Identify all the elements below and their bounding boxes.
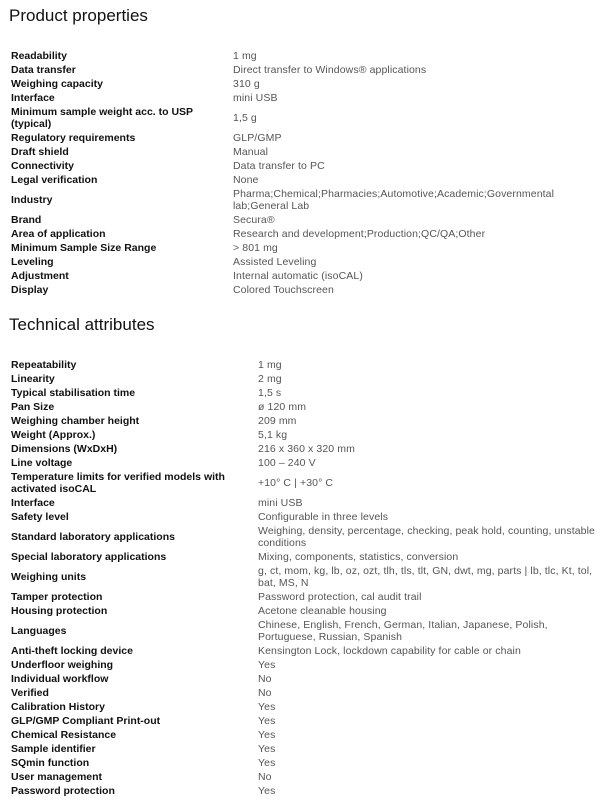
property-label: Underfloor weighing	[11, 659, 114, 671]
property-value: 1 mg	[233, 50, 257, 62]
property-row	[11, 131, 601, 145]
property-label: Temperature limits for verified models with activated isoCAL	[11, 471, 225, 495]
property-label: Display	[11, 284, 49, 296]
property-row	[11, 728, 601, 742]
property-label: Leveling	[11, 256, 54, 268]
property-label: Tamper protection	[11, 591, 103, 603]
property-row	[11, 105, 601, 131]
property-label: Special laboratory applications	[11, 551, 167, 563]
property-value: 5,1 kg	[258, 429, 288, 441]
property-value: Kensington Lock, lockdown capability for cable or chain	[258, 645, 521, 657]
property-value: 1,5 s	[258, 387, 282, 399]
property-value: Colored Touchscreen	[233, 284, 334, 296]
property-value: Chinese, English, French, German, Italian, Japanese, Polish, Portuguese, Russian, Spanish	[258, 619, 548, 643]
property-value: Acetone cleanable housing	[258, 605, 387, 617]
property-value: Direct transfer to Windows® applications	[233, 64, 427, 76]
property-row	[11, 644, 601, 658]
property-value: Internal automatic (isoCAL)	[233, 270, 363, 282]
property-label: Repeatability	[11, 359, 77, 371]
property-value: Data transfer to PC	[233, 160, 325, 172]
property-row	[11, 358, 601, 372]
property-row	[11, 386, 601, 400]
product-properties-heading: Product properties	[9, 6, 148, 25]
property-label: Housing protection	[11, 605, 108, 617]
property-row	[11, 145, 601, 159]
property-row	[11, 510, 601, 524]
property-row	[11, 187, 601, 213]
property-label: Standard laboratory applications	[11, 531, 175, 543]
property-value: 100 – 240 V	[258, 457, 316, 469]
property-label: Pan Size	[11, 401, 55, 413]
property-value: Mixing, components, statistics, conversion	[258, 551, 459, 563]
property-row	[11, 672, 601, 686]
technical-attributes-list	[0, 358, 601, 798]
property-row	[11, 618, 601, 644]
property-value: Weighing, density, percentage, checking, peak hold, counting, unstable conditions	[258, 525, 595, 549]
property-label: Individual workflow	[11, 673, 109, 685]
property-label: Connectivity	[11, 160, 75, 172]
property-value: Password protection, cal audit trail	[258, 591, 422, 603]
property-value: g, ct, mom, kg, lb, oz, ozt, tlh, tls, tlt, GN, dwt, mg, parts | lb, tlc, Kt, tol, bat, MS, N	[258, 565, 593, 589]
property-row	[11, 564, 601, 590]
property-value: Yes	[258, 729, 276, 741]
property-row	[11, 283, 601, 297]
property-row	[11, 550, 601, 564]
property-value: Yes	[258, 743, 276, 755]
property-row	[11, 414, 601, 428]
property-row	[11, 241, 601, 255]
property-value: Configurable in three levels	[258, 511, 389, 523]
property-label: Weighing units	[11, 571, 87, 583]
property-row	[11, 658, 601, 672]
property-value: GLP/GMP	[233, 132, 282, 144]
property-row	[11, 784, 601, 798]
technical-attributes-heading: Technical attributes	[9, 315, 155, 334]
property-label: Minimum Sample Size Range	[11, 242, 157, 254]
property-label: Password protection	[11, 785, 115, 797]
property-value: Assisted Leveling	[233, 256, 317, 268]
property-label: Weighing capacity	[11, 78, 103, 90]
property-row	[11, 173, 601, 187]
property-value: Yes	[258, 701, 276, 713]
property-value: No	[258, 771, 272, 783]
property-label: Chemical Resistance	[11, 729, 117, 741]
property-value: 1,5 g	[233, 112, 257, 124]
property-row	[11, 159, 601, 173]
property-value: 310 g	[233, 78, 260, 90]
property-value: Research and development;Production;QC/QA;Other	[233, 228, 486, 240]
property-label: Calibration History	[11, 701, 105, 713]
property-value: 2 mg	[258, 373, 282, 385]
property-label: Anti-theft locking device	[11, 645, 133, 657]
property-label: Industry	[11, 194, 53, 206]
property-label: Area of application	[11, 228, 106, 240]
property-row	[11, 496, 601, 510]
property-label: Dimensions (WxDxH)	[11, 443, 118, 455]
property-row	[11, 77, 601, 91]
property-label: SQmin function	[11, 757, 90, 769]
property-row	[11, 255, 601, 269]
property-value: mini USB	[233, 92, 278, 104]
property-row	[11, 372, 601, 386]
property-label: Legal verification	[11, 174, 98, 186]
property-row	[11, 700, 601, 714]
property-value: 216 x 360 x 320 mm	[258, 443, 355, 455]
property-value: mini USB	[258, 497, 303, 509]
property-label: Verified	[11, 687, 49, 699]
property-label: Readability	[11, 50, 68, 62]
property-value: Pharma;Chemical;Pharmacies;Automotive;Academic;Governmental lab;General Lab	[233, 188, 555, 212]
property-value: Yes	[258, 785, 276, 797]
property-row	[11, 63, 601, 77]
property-row	[11, 756, 601, 770]
property-label: Linearity	[11, 373, 55, 385]
property-value: Yes	[258, 659, 276, 671]
property-label: Minimum sample weight acc. to USP (typical)	[11, 106, 193, 130]
property-label: Sample identifier	[11, 743, 96, 755]
property-value: Manual	[233, 146, 269, 158]
property-value: None	[233, 174, 259, 186]
property-row	[11, 714, 601, 728]
property-label: Line voltage	[11, 457, 73, 469]
property-value: 1 mg	[258, 359, 282, 371]
property-row	[11, 49, 601, 63]
property-row	[11, 400, 601, 414]
property-label: Adjustment	[11, 270, 69, 282]
property-row	[11, 742, 601, 756]
technical-attributes-table	[11, 358, 601, 798]
property-row	[11, 686, 601, 700]
property-row	[11, 213, 601, 227]
property-row	[11, 524, 601, 550]
property-label: Data transfer	[11, 64, 76, 76]
property-row	[11, 91, 601, 105]
property-value: Yes	[258, 757, 276, 769]
property-label: GLP/GMP Compliant Print-out	[11, 715, 161, 727]
property-value: Yes	[258, 715, 276, 727]
property-label: Interface	[11, 92, 55, 104]
property-row	[11, 470, 601, 496]
property-label: Typical stabilisation time	[11, 387, 136, 399]
product-properties-table	[11, 49, 601, 297]
property-value: Secura®	[233, 214, 275, 226]
property-value: +10° C | +30° C	[258, 477, 334, 489]
property-value: ø 120 mm	[258, 401, 307, 413]
property-label: Interface	[11, 497, 55, 509]
property-label: Weighing chamber height	[11, 415, 140, 427]
property-label: Weight (Approx.)	[11, 429, 96, 441]
property-value: No	[258, 687, 272, 699]
property-row	[11, 590, 601, 604]
property-label: Draft shield	[11, 146, 69, 158]
property-label: Regulatory requirements	[11, 132, 136, 144]
property-row	[11, 428, 601, 442]
property-row	[11, 269, 601, 283]
property-row	[11, 442, 601, 456]
property-value: > 801 mg	[233, 242, 278, 254]
product-properties-list	[0, 49, 601, 297]
property-row	[11, 456, 601, 470]
property-label: Brand	[11, 214, 42, 226]
property-label: User management	[11, 771, 103, 783]
property-label: Safety level	[11, 511, 69, 523]
property-value: No	[258, 673, 272, 685]
property-row	[11, 227, 601, 241]
property-row	[11, 604, 601, 618]
property-row	[11, 770, 601, 784]
property-value: 209 mm	[258, 415, 297, 427]
property-label: Languages	[11, 625, 67, 637]
